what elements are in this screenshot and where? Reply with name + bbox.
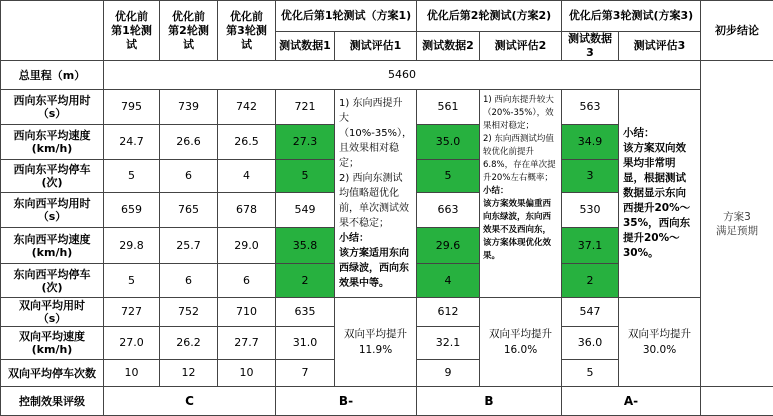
ew-stops-plan-2: 4 [417,264,480,298]
ew-stops-plan-1: 2 [276,264,335,298]
evaluation-plan-2 [480,90,562,298]
ew-speed-before-1: 29.8 [104,228,160,264]
row-label-we-speed: 西向东平均速度 (km/h) [1,124,104,159]
both-speed-plan-3: 36.0 [562,327,619,360]
header-after-1: 优化后第1轮测试（方案1) [276,1,417,32]
header-eval-1: 测试评估1 [335,32,417,61]
header-before-1: 优化前 第1轮测试 [104,1,160,61]
ew-speed-plan-3: 37.1 [562,228,619,264]
header-after-2: 优化后第2轮测试(方案2) [417,1,562,32]
header-data-2: 测试数据2 [417,32,480,61]
evaluation-plan-1-summary-title: 小结： [339,231,412,246]
both-time-plan-3: 547 [562,298,619,327]
both-time-before-1: 727 [104,298,160,327]
both-speed-before-2: 26.2 [160,327,218,360]
row-label-both-speed: 双向平均速度 (km/h) [1,327,104,360]
ew-speed-plan-1: 35.8 [276,228,335,264]
row-label-both-time: 双向平均用时 （s） [1,298,104,327]
we-time-before-2: 739 [160,90,218,125]
evaluation-plan-3-summary: 该方案双向效果均非常明显，根据测试数据显示东向西提升20%～35%，西向东提升20%～30%。 [623,141,696,261]
evaluation-plan-2-summary-title: 小结： [483,185,558,198]
ew-stops-before-2: 6 [160,264,218,298]
we-speed-before-2: 26.6 [160,124,218,159]
we-time-before-3: 742 [218,90,276,125]
we-speed-plan-3: 34.9 [562,124,619,159]
ew-time-plan-1: 549 [276,193,335,228]
row-label-ew-speed: 东向西平均速度 (km/h) [1,228,104,264]
header-conclusion: 初步结论 [701,1,773,61]
we-time-plan-3: 563 [562,90,619,125]
we-speed-before-3: 26.5 [218,124,276,159]
row-label-we-stops: 西向东平均停车 (次) [1,159,104,193]
ew-time-plan-3: 530 [562,193,619,228]
both-speed-plan-1: 31.0 [276,327,335,360]
we-time-before-1: 795 [104,90,160,125]
improvement-plan-1: 双向平均提升 11.9% [335,298,417,387]
we-stops-plan-1: 5 [276,159,335,193]
we-stops-plan-2: 5 [417,159,480,193]
both-stops-plan-2: 9 [417,360,480,387]
evaluation-plan-2-summary: 该方案效果偏重西向东绿波，东向西效果不及西向东，该方案体现优化效果。 [483,198,558,263]
both-time-before-3: 710 [218,298,276,327]
corner-cell [1,1,104,61]
both-stops-plan-1: 7 [276,360,335,387]
we-speed-plan-2: 35.0 [417,124,480,159]
we-stops-before-1: 5 [104,159,160,193]
evaluation-plan-2-text: 1) 西向东提升较大（20%-35%），效果相对稳定； 2) 东向西测试均值较优化前提升6.8%，存在单次提升20%左右概率； [483,94,558,185]
we-speed-plan-1: 27.3 [276,124,335,159]
header-data-1: 测试数据1 [276,32,335,61]
evaluation-plan-1-text: 1) 东向西提升大（10%-35%），且效果相对稳定； 2) 西向东测试均值略超优化前，单次测试效果不稳定； [339,96,412,231]
ew-stops-before-3: 6 [218,264,276,298]
header-eval-2: 测试评估2 [480,32,562,61]
we-stops-plan-3: 3 [562,159,619,193]
we-speed-before-1: 24.7 [104,124,160,159]
both-speed-before-1: 27.0 [104,327,160,360]
improvement-plan-2: 双向平均提升 16.0% [480,298,562,387]
ew-time-before-3: 678 [218,193,276,228]
ew-time-plan-2: 663 [417,193,480,228]
both-time-plan-2: 612 [417,298,480,327]
evaluation-plan-3 [619,90,701,298]
header-before-3: 优化前 第3轮测试 [218,1,276,61]
row-label-grade: 控制效果评级 [1,387,104,416]
both-stops-before-3: 10 [218,360,276,387]
grade-plan-2: B [417,387,562,416]
both-stops-before-1: 10 [104,360,160,387]
we-stops-before-3: 4 [218,159,276,193]
grade-conclusion-blank [701,387,773,416]
improvement-plan-3: 双向平均提升 30.0% [619,298,701,387]
row-label-we-time: 西向东平均用时 （s） [1,90,104,125]
row-label-both-stops: 双向平均停车次数 [1,360,104,387]
evaluation-plan-3-summary-title: 小结： [623,126,696,141]
grade-plan-1: B- [276,387,417,416]
ew-time-before-1: 659 [104,193,160,228]
ew-speed-before-2: 25.7 [160,228,218,264]
row-label-total-distance: 总里程（m） [1,61,104,90]
both-time-before-2: 752 [160,298,218,327]
conclusion-cell: 方案3 满足预期 [701,61,773,387]
header-before-2: 优化前 第2轮测试 [160,1,218,61]
both-stops-before-2: 12 [160,360,218,387]
row-label-ew-time: 东向西平均用时 （s） [1,193,104,228]
both-time-plan-1: 635 [276,298,335,327]
grade-plan-3: A- [562,387,701,416]
both-speed-before-3: 27.7 [218,327,276,360]
evaluation-plan-1 [335,90,417,298]
ew-stops-plan-3: 2 [562,264,619,298]
row-label-ew-stops: 东向西平均停车 (次) [1,264,104,298]
header-eval-3: 测试评估3 [619,32,701,61]
total-distance-value: 5460 [104,61,701,90]
ew-time-before-2: 765 [160,193,218,228]
we-stops-before-2: 6 [160,159,218,193]
ew-speed-before-3: 29.0 [218,228,276,264]
we-time-plan-1: 721 [276,90,335,125]
both-stops-plan-3: 5 [562,360,619,387]
header-data-3: 测试数据3 [562,32,619,61]
header-after-3: 优化后第3轮测试(方案3) [562,1,701,32]
ew-speed-plan-2: 29.6 [417,228,480,264]
grade-before: C [104,387,276,416]
evaluation-plan-1-summary: 该方案适用东向西绿波，西向东效果中等。 [339,246,412,291]
we-time-plan-2: 561 [417,90,480,125]
both-speed-plan-2: 32.1 [417,327,480,360]
ew-stops-before-1: 5 [104,264,160,298]
